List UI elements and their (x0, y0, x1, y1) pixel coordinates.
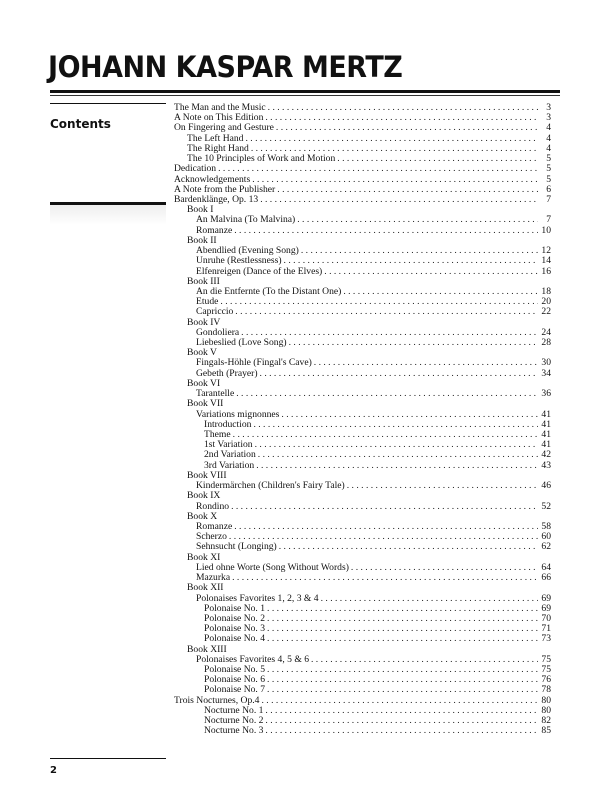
dot-leader (343, 287, 538, 297)
toc-entry-page: 24 (541, 326, 551, 338)
toc-entry-page: 12 (541, 245, 551, 257)
toc-entry-title: Gebeth (Prayer) (196, 367, 258, 379)
dot-leader (260, 195, 538, 205)
toc-entry-title: Polonaise No. 7 (204, 684, 266, 696)
dot-leader (245, 134, 538, 144)
toc-entry-title: Book V (187, 347, 217, 359)
toc-entry-title: Polonaise No. 4 (204, 633, 266, 645)
toc-entry-title: Book IV (187, 316, 221, 328)
toc-entry-title: Sehnsucht (Longing) (196, 541, 277, 553)
toc-entry-page: 5 (546, 153, 551, 165)
toc-entry-page: 78 (541, 684, 551, 696)
footer-rule (50, 758, 166, 759)
toc-entry-title: Polonaise No. 1 (204, 602, 266, 614)
toc-entry-page: 66 (541, 572, 551, 584)
toc-entry[interactable] (174, 154, 551, 164)
toc-entry-title: An die Entfernte (To the Distant One) (196, 285, 342, 297)
toc-entry-page: 41 (541, 418, 551, 430)
dot-leader (267, 685, 538, 695)
toc-entry-title: Introduction (204, 418, 252, 430)
toc-entry[interactable] (174, 389, 551, 399)
title-rule-thick (50, 90, 560, 93)
toc-entry[interactable] (174, 287, 551, 297)
toc-entry-title: Book I (187, 204, 214, 216)
toc-entry-title: Tarantelle (196, 388, 235, 400)
toc-entry-title: 2nd Variation (204, 449, 256, 461)
toc-entry-page: 4 (546, 122, 551, 134)
toc-entry-page: 82 (541, 715, 551, 727)
toc-entry-title: Polonaise No. 5 (204, 664, 266, 676)
dot-leader (256, 461, 538, 471)
toc-entry-title: Nocturne No. 1 (204, 704, 264, 716)
toc-entry-page: 16 (541, 265, 551, 277)
toc-entry-page: 43 (541, 459, 551, 471)
toc-entry-title: The Left Hand (187, 132, 244, 144)
contents-heading: Contents (50, 117, 111, 131)
toc-entry[interactable] (174, 369, 551, 379)
toc-entry-title: Book XI (187, 551, 221, 563)
toc-entry-title: Book VI (187, 377, 221, 389)
dot-leader (265, 706, 538, 716)
toc-entry[interactable] (174, 563, 551, 573)
dot-leader (289, 338, 538, 348)
toc-entry-page: 14 (541, 255, 551, 267)
toc-entry[interactable] (174, 726, 551, 736)
toc-entry-title: On Fingering and Gesture (174, 122, 274, 134)
sidebar-rule-top (50, 103, 166, 104)
toc-entry-page: 52 (541, 500, 551, 512)
toc-entry-page: 20 (541, 296, 551, 308)
dot-leader (311, 655, 538, 665)
toc-entry-title: Liebeslied (Love Song) (196, 337, 287, 349)
dot-leader (267, 614, 538, 624)
toc-entry-page: 3 (546, 102, 551, 113)
toc-entry-page: 41 (541, 429, 551, 440)
toc-entry-page: 41 (541, 408, 551, 420)
dot-leader (218, 164, 538, 174)
toc-entry-title: Book XII (187, 582, 224, 594)
toc-entry-title: Capriccio (196, 306, 234, 318)
toc-entry-title: Variations mignonnes (196, 408, 280, 420)
dot-leader (337, 154, 538, 164)
toc-entry[interactable] (174, 502, 551, 512)
dot-leader (260, 369, 538, 379)
dot-leader (265, 113, 538, 123)
toc-entry[interactable] (174, 573, 551, 583)
toc-entry[interactable] (174, 542, 551, 552)
toc-entry-title: Polonaises Favorites 1, 2, 3 & 4 (196, 592, 319, 604)
toc-entry-title: Book XIII (187, 643, 227, 655)
toc-entry[interactable] (174, 164, 551, 174)
toc-entry-title: 1st Variation (204, 439, 253, 451)
toc-entry-page: 69 (541, 592, 551, 604)
dot-leader (321, 594, 538, 604)
toc-entry-title: Unruhe (Restlessness) (196, 255, 282, 267)
toc-entry-title: Polonaise No. 3 (204, 623, 266, 635)
dot-leader (314, 358, 538, 368)
toc-entry-title: The Right Hand (187, 142, 249, 154)
toc-entry-page: 7 (546, 214, 551, 226)
toc-entry[interactable] (174, 195, 551, 205)
dot-leader (265, 726, 538, 736)
dot-leader (220, 297, 538, 307)
toc-entry-title: The Man and the Music (174, 102, 266, 113)
toc-entry-page: 75 (541, 664, 551, 676)
toc-entry-page: 22 (541, 306, 551, 318)
toc-entry-page: 46 (541, 480, 551, 492)
toc-entry-page: 85 (541, 725, 551, 737)
toc-entry-title: Mazurka (196, 572, 231, 584)
toc-entry-title: 3rd Variation (204, 459, 255, 471)
toc-entry-title: Romanze (196, 224, 233, 236)
toc-entry-page: 73 (541, 633, 551, 645)
dot-leader (267, 634, 538, 644)
toc-entry-page: 4 (546, 142, 551, 154)
toc-entry-page: 36 (541, 388, 551, 400)
toc-entry[interactable] (174, 481, 551, 491)
toc-entry-title: Polonaise No. 2 (204, 612, 266, 624)
dot-leader (236, 389, 538, 399)
toc-entry-title: Acknowledgements (174, 173, 251, 185)
title-rule-thin (50, 95, 560, 96)
toc-entry-title: Nocturne No. 3 (204, 725, 264, 737)
toc-entry-page: 41 (541, 439, 551, 451)
dot-leader (276, 123, 538, 133)
toc-entry-page: 28 (541, 337, 551, 349)
toc-entry-page: 64 (541, 561, 551, 573)
dot-leader (347, 481, 538, 491)
toc-entry-page: 42 (541, 449, 551, 461)
toc-entry[interactable] (174, 267, 551, 277)
toc-entry-page: 75 (541, 653, 551, 665)
dot-leader (265, 716, 538, 726)
dot-leader (261, 696, 538, 706)
toc-entry-page: 71 (541, 623, 551, 635)
dot-leader (234, 226, 538, 236)
toc-entry-title: Polonaises Favorites 4, 5 & 6 (196, 653, 309, 665)
toc-entry-title: Rondino (196, 500, 230, 512)
toc-entry-title: The 10 Principles of Work and Motion (187, 153, 336, 165)
toc-section-heading[interactable] (174, 583, 551, 593)
toc-entry-title: Book X (187, 510, 218, 522)
toc-entry-title: Nocturne No. 2 (204, 715, 264, 727)
toc-entry[interactable] (174, 226, 551, 236)
toc-entry-title: Polonaise No. 6 (204, 674, 266, 686)
toc-entry-page: 62 (541, 541, 551, 553)
dot-leader (233, 430, 538, 440)
toc-entry-title: Abendlied (Evening Song) (196, 245, 299, 257)
dot-leader (351, 563, 538, 573)
toc-entry-page: 7 (546, 193, 551, 205)
toc-entry-title: Book VII (187, 398, 224, 410)
toc-entry[interactable] (174, 307, 551, 317)
page-number: 2 (50, 765, 57, 776)
toc-entry-title: Book IX (187, 490, 221, 502)
dot-leader (253, 420, 538, 430)
toc-entry-page: 34 (541, 367, 551, 379)
toc-entry-title: Lied ohne Worte (Song Without Words) (196, 561, 349, 573)
toc-entry-page: 5 (546, 173, 551, 185)
toc-entry-page: 6 (546, 183, 551, 195)
dot-leader (258, 450, 538, 460)
dot-leader (235, 307, 538, 317)
toc-entry-title: Kindermärchen (Children's Fairy Tale) (196, 480, 345, 492)
toc-entry-page: 5 (546, 163, 551, 175)
dot-leader (267, 665, 538, 675)
dot-leader (324, 267, 538, 277)
toc-entry[interactable] (174, 256, 551, 266)
dot-leader (267, 624, 538, 634)
toc-entry-title: Trois Nocturnes, Op.4 (174, 694, 260, 706)
dot-leader (268, 103, 538, 113)
dot-leader (234, 522, 538, 532)
page-title: JOHANN KASPAR MERTZ (48, 50, 403, 84)
toc-entry-page: 18 (541, 285, 551, 297)
toc-entry-title: Book III (187, 275, 220, 287)
toc-entry-page: 3 (546, 112, 551, 124)
toc-entry-page: 4 (546, 132, 551, 144)
toc-entry-page: 70 (541, 612, 551, 624)
toc-entry[interactable] (174, 522, 551, 532)
dot-leader (277, 185, 538, 195)
toc-entry-page: 58 (541, 520, 551, 532)
toc-entry-page: 69 (541, 602, 551, 614)
dot-leader (255, 440, 538, 450)
sidebar-shadow (50, 205, 166, 225)
toc-entry-title: Elfenreigen (Dance of the Elves) (196, 265, 323, 277)
toc-entry-title: A Note on This Edition (174, 112, 264, 124)
dot-leader (301, 246, 538, 256)
toc-entry-title: Romanze (196, 520, 233, 532)
toc-entry-page: 60 (541, 531, 551, 543)
toc-entry-title: Scherzo (196, 531, 227, 543)
toc-entry[interactable] (174, 338, 551, 348)
toc-entry-title: Bardenklänge, Op. 13 (174, 193, 259, 205)
toc-entry-page: 30 (541, 357, 551, 369)
toc-entry-title: A Note from the Publisher (174, 183, 276, 195)
dot-leader (284, 256, 538, 266)
dot-leader (232, 573, 538, 583)
toc-entry-title: Book II (187, 234, 217, 246)
toc-entry-page: 10 (541, 224, 551, 236)
toc-entry-title: Theme (204, 429, 231, 440)
dot-leader (267, 604, 538, 614)
dot-leader (279, 542, 538, 552)
toc-entry-title: Gondoliera (196, 326, 240, 338)
table-of-contents (174, 103, 551, 737)
toc-entry-page: 80 (541, 704, 551, 716)
toc-entry[interactable] (174, 634, 551, 644)
toc-section-heading[interactable] (174, 491, 551, 501)
toc-entry-title: Dedication (174, 163, 217, 175)
toc-entry-title: Fingals-Höhle (Fingal's Cave) (196, 357, 312, 369)
toc-entry-title: Book VIII (187, 469, 227, 481)
toc-entry-title: Etude (196, 296, 219, 308)
dot-leader (297, 215, 538, 225)
dot-leader (267, 675, 538, 685)
toc-entry-title: An Malvina (To Malvina) (196, 214, 296, 226)
dot-leader (252, 175, 538, 185)
toc-entry-page: 80 (541, 694, 551, 706)
dot-leader (231, 502, 538, 512)
dot-leader (281, 410, 538, 420)
toc-entry-page: 76 (541, 674, 551, 686)
toc-entry[interactable] (174, 461, 551, 471)
